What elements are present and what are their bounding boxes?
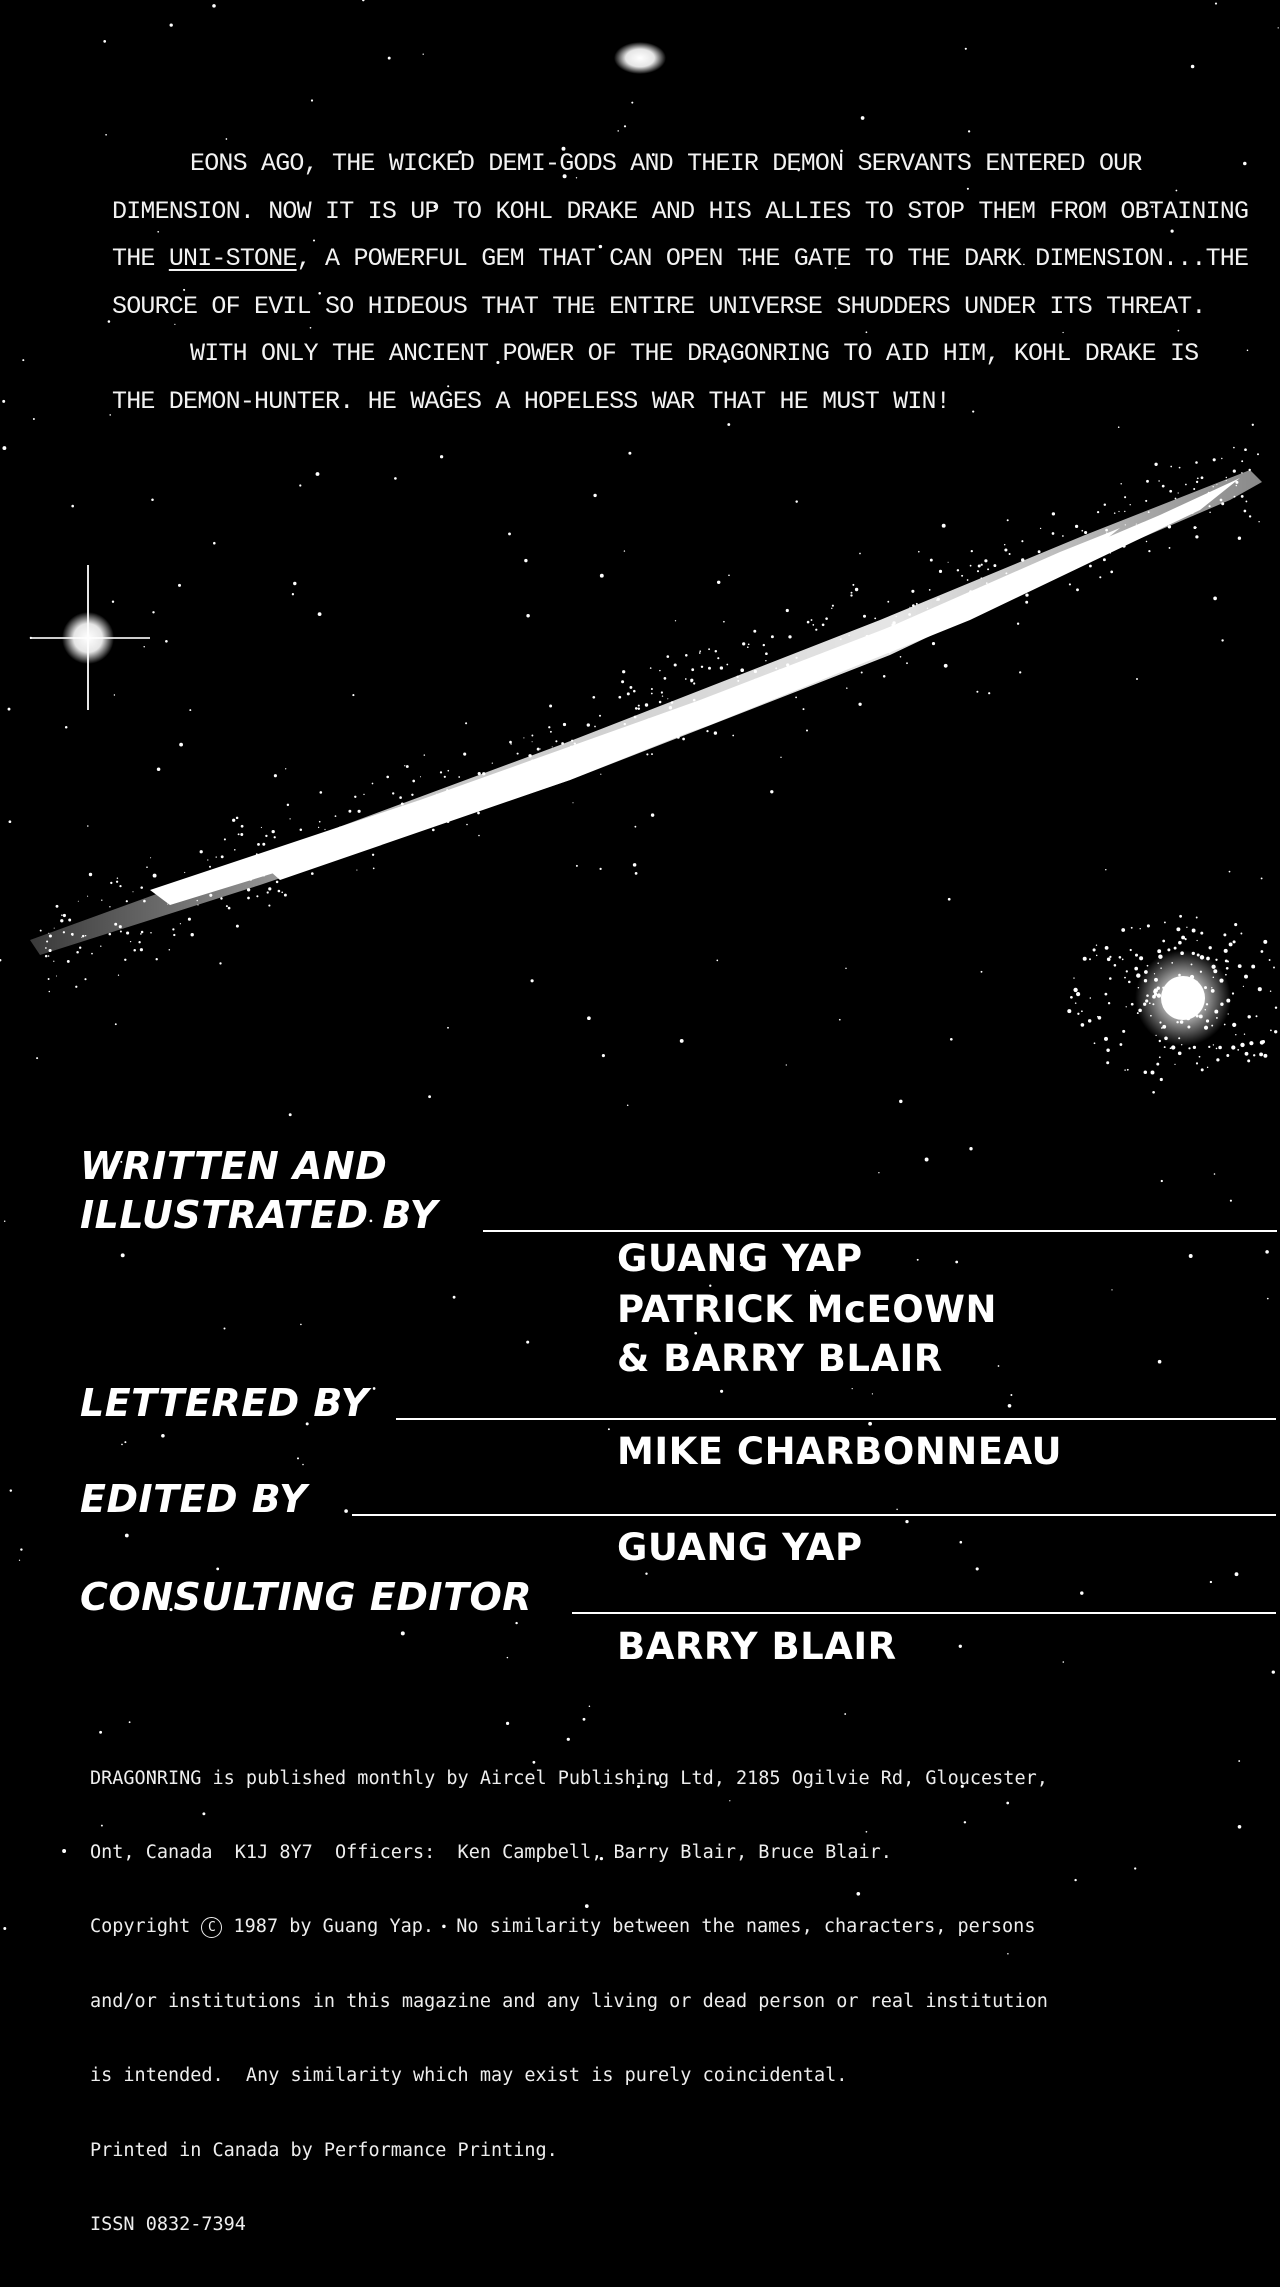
written-name-1: GUANG YAP (617, 1237, 863, 1280)
written-rule (483, 1230, 1277, 1232)
written-name-3: & BARRY BLAIR (617, 1337, 943, 1380)
indicia-line-3: Copyright C 1987 by Guang Yap. No similarity between the names, characters, persons (90, 1916, 1036, 1938)
indicia-line-4: and/or institutions in this magazine and any living or dead person or real institution (90, 1990, 1048, 2012)
indicia (90, 1717, 1220, 2287)
uni-stone-term: UNI-STONE (168, 244, 297, 273)
indicia-line-7: ISSN 0832-7394 (90, 2213, 246, 2235)
copyright-symbol: C (201, 1917, 222, 1938)
star-dot (62, 1849, 66, 1853)
intro-paragraph-2: WITH ONLY THE ANCIENT POWER OF THE DRAGONRING TO AID HIM, KOHL DRAKE IS THE DEMON-HUNTER. HE WAGES A HOPELESS WAR THAT HE MUST WIN! (112, 339, 1199, 416)
star-dot (1238, 1760, 1240, 1762)
intro-paragraph-1: EONS AGO, THE WICKED DEMI-GODS AND THEIR DEMON SERVANTS ENTERED OUR DIMENSION. NOW IT IS UP TO KOHL DRAKE AND HIS ALLIES TO STOP THEM FROM OBTAINING THE UNI-STONE, A POWERFUL GEM THAT CAN OPEN THE GATE TO THE DARK DIMENSION...THE SOURCE OF EVIL SO HIDEOUS THAT THE ENTIRE UNIVERSE SHUDDERS UNDER ITS THREAT. (112, 149, 1249, 321)
indicia-line-6: Printed in Canada by Performance Printing. (90, 2139, 558, 2161)
lettered-name: MIKE CHARBONNEAU (617, 1430, 1063, 1473)
edited-name: GUANG YAP (617, 1526, 863, 1569)
indicia-line-1: DRAGONRING is published monthly by Aircel Publishing Ltd, 2185 Ogilvie Rd, Gloucester, (90, 1767, 1048, 1789)
consulting-rule (572, 1612, 1276, 1614)
written-role-line-2: ILLUSTRATED BY (80, 1193, 438, 1237)
consulting-name: BARRY BLAIR (617, 1625, 897, 1668)
consulting-role: CONSULTING EDITOR (80, 1575, 533, 1619)
indicia-line-2: Ont, Canada K1J 8Y7 Officers: Ken Campbell, Barry Blair, Bruce Blair. (90, 1841, 892, 1863)
lettered-rule (396, 1418, 1276, 1420)
star-dot (844, 1713, 846, 1715)
star-dot (589, 1706, 591, 1708)
star-dot (3, 1927, 6, 1930)
edited-role: EDITED BY (80, 1477, 308, 1521)
star-dot (1238, 1825, 1242, 1829)
edited-rule (352, 1514, 1276, 1516)
written-role-line-1: WRITTEN AND (80, 1144, 388, 1188)
lettered-role: LETTERED BY (80, 1381, 369, 1425)
indicia-line-5: is intended. Any similarity which may exist is purely coincidental. (90, 2065, 848, 2087)
written-name-2: PATRICK McEOWN (617, 1288, 997, 1331)
